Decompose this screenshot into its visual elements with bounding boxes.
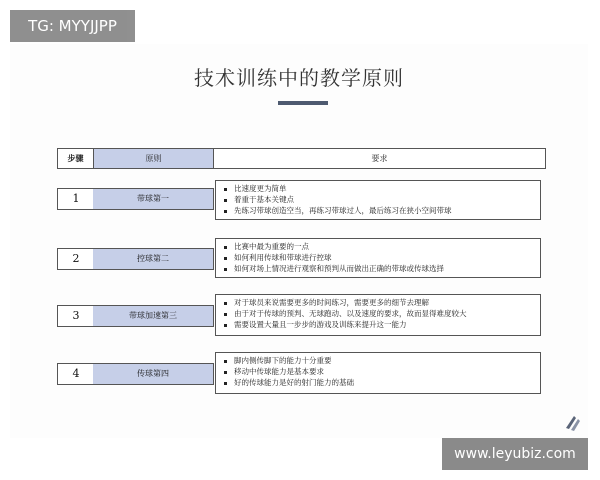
slide: [10, 44, 588, 438]
watermark-top-left: TG: MYYJJPP: [10, 10, 135, 42]
row-requirements: [215, 180, 541, 220]
bullet-icon: [224, 302, 227, 305]
requirement-item: 由于对于传球的预判、无球跑动、以及速度的要求，故而显得难度较大: [224, 308, 540, 319]
row-principle: 带球第一: [93, 188, 214, 210]
requirement-item: 好的传球能力是好的射门能力的基础: [224, 377, 540, 388]
bullet-icon: [224, 199, 227, 202]
row-requirements: [215, 352, 541, 394]
requirement-item: 移动中传球能力是基本要求: [224, 366, 540, 377]
row-requirements: [215, 294, 541, 336]
bullet-icon: [224, 210, 227, 213]
row-number: 2: [57, 248, 95, 270]
requirement-item: 需要设置大量且一步步的游戏及训练来提升这一能力: [224, 319, 540, 330]
title-underline: [278, 101, 328, 105]
header-principle: 原则: [94, 149, 214, 168]
requirement-item: 如何对场上情况进行观察和预判从而做出正确的带球或传球选择: [224, 263, 540, 274]
row-principle: 传球第四: [93, 363, 214, 385]
watermark-bottom-right: www.leyubiz.com: [442, 438, 588, 470]
requirement-item: 比赛中最为重要的一点: [224, 241, 540, 252]
bullet-icon: [224, 324, 227, 327]
bullet-icon: [224, 257, 227, 260]
corner-logo-icon: [562, 410, 582, 432]
row-requirements: [215, 238, 541, 278]
requirement-item: 先练习带球创造空当，再练习带球过人，最后练习在狭小空间带球: [224, 205, 540, 216]
bullet-icon: [224, 313, 227, 316]
requirement-item: 脚内侧传脚下的能力十分重要: [224, 355, 540, 366]
header-step: 步骤: [58, 149, 94, 168]
requirement-item: 如何利用传球和带球进行控球: [224, 252, 540, 263]
row-principle: 控球第二: [93, 248, 214, 270]
bullet-icon: [224, 371, 227, 374]
bullet-icon: [224, 360, 227, 363]
bullet-icon: [224, 188, 227, 191]
row-number: 4: [57, 363, 95, 385]
slide-title: 技术训练中的教学原则: [194, 66, 404, 90]
bullet-icon: [224, 382, 227, 385]
row-number: 1: [57, 188, 95, 210]
bullet-icon: [224, 246, 227, 249]
table-header: [57, 148, 546, 169]
row-number: 3: [57, 305, 95, 327]
row-principle: 带球加速第三: [93, 305, 214, 327]
requirement-item: 对于球员来说需要更多的时间练习，需要更多的细节去理解: [224, 297, 540, 308]
requirement-item: 着重于基本关键点: [224, 194, 540, 205]
requirement-item: 比速度更为简单: [224, 183, 540, 194]
bullet-icon: [224, 268, 227, 271]
header-requirement: 要求: [371, 154, 388, 163]
